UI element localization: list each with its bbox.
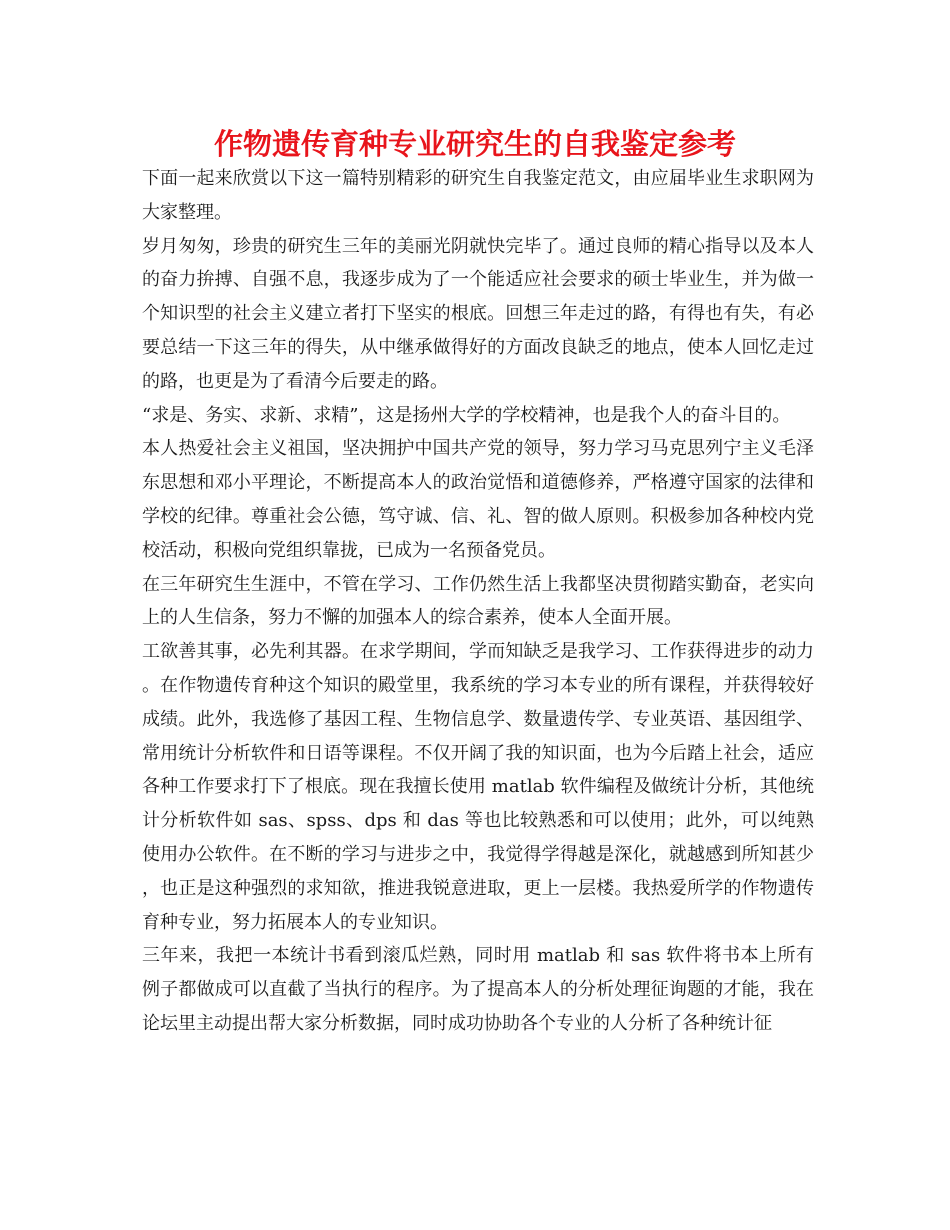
- document-body: [142, 162, 814, 1041]
- paragraph-intro: 下面一起来欣赏以下这一篇特别精彩的研究生自我鉴定范文，由应届毕业生求职网为大家整理。: [142, 168, 814, 223]
- paragraph-political: 本人热爱社会主义祖国，坚决拥护中国共产党的领导，努力学习马克思列宁主义毛泽东思想和邓小平理论，不断提高本人的政治觉悟和道德修养，严格遵守国家的法律和学校的纪律。尊重社会公德，笃守诚、信、礼、智的做人原则。积极参加各种校内党校活动，积极向党组织靠拢，已成为一名预备党员。: [142, 438, 814, 561]
- paragraph-statistics: 三年来，我把一本统计书看到滚瓜烂熟，同时用 matlab 和 sas 软件将书本上所有例子都做成可以直截了当执行的程序。为了提高本人的分析处理征询题的才能，我在论坛里主动提出帮大家分析数据，同时成功协助各个专业的人分析了各种统计征: [142, 945, 814, 1034]
- paragraph-study: 工欲善其事，必先利其器。在求学期间，学而知缺乏是我学习、工作获得进步的动力。在作物遗传育种这个知识的殿堂里，我系统的学习本专业的所有课程，并获得较好成绩。此外，我选修了基因工程、生物信息学、数量遗传学、专业英语、基因组学、常用统计分析软件和日语等课程。不仅开阔了我的知识面，也为今后踏上社会，适应各种工作要求打下了根底。现在我擅长使用 matlab 软件编程及做统计分析，其他统计分析软件如 sas、spss、dps 和 das 等也比较熟悉和可以使用；此外，可以纯熟使用办公软件。在不断的学习与进步之中，我觉得学得越是深化，就越感到所知甚少，也正是这种强烈的求知欲，推进我锐意进取，更上一层楼。我热爱所学的作物遗传育种专业，努力拓展本人的专业知识。: [142, 641, 814, 933]
- document-title: 作物遗传育种专业研究生的自我鉴定参考: [213, 127, 736, 161]
- paragraph-school-motto: “求是、务实、求新、求精”，这是扬州大学的学校精神，也是我个人的奋斗目的。: [142, 404, 791, 426]
- paragraph-reflection: 岁月匆匆，珍贵的研究生三年的美丽光阴就快完毕了。通过良师的精心指导以及本人的奋力拚搏、自强不息，我逐步成为了一个能适应社会要求的硕士毕业生，并为做一个知识型的社会主义建立者打下坚实的根底。回想三年走过的路，有得也有失，有必要总结一下这三年的得失，从中继承做得好的方面改良缺乏的地点，使本人回忆走过的路，也更是为了看清今后要走的路。: [142, 235, 814, 392]
- paragraph-career: 在三年研究生生涯中，不管在学习、工作仍然生活上我都坚决贯彻踏实勤奋，老实向上的人生信条，努力不懈的加强本人的综合素养，使本人全面开展。: [142, 573, 814, 629]
